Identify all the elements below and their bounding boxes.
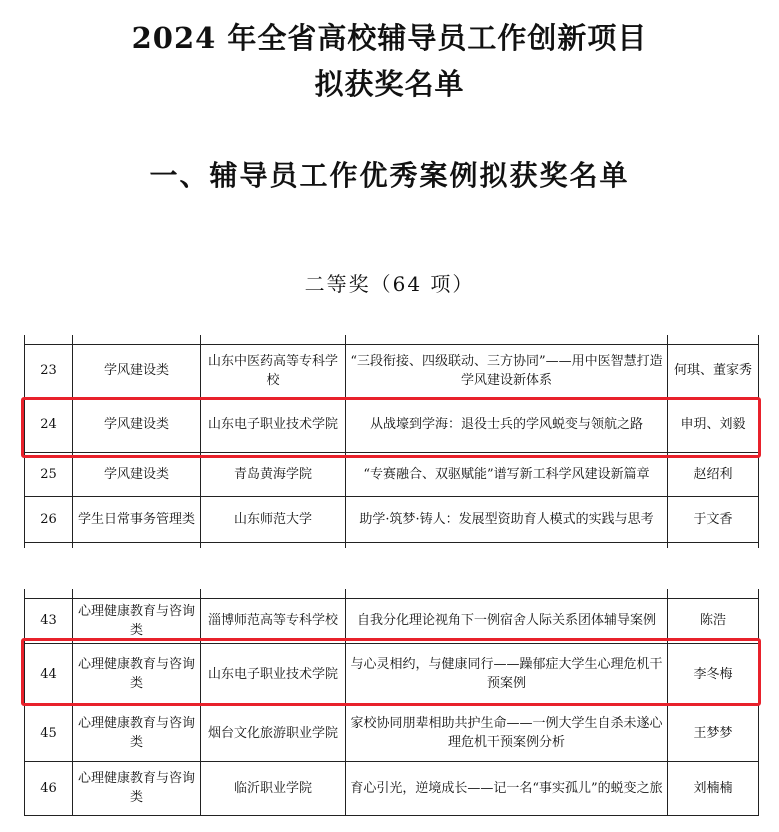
table-row: [25, 598, 759, 643]
table-row: [25, 496, 759, 542]
authors-cell: 何琪、董家秀: [668, 344, 759, 397]
document-title-line-2: 拟获奖名单: [314, 67, 465, 101]
school-cell: 山东中医药高等专科学校: [201, 344, 346, 397]
authors-cell: 李冬梅: [668, 643, 759, 705]
table-row-highlighted: [25, 643, 759, 705]
row-number: 26: [25, 496, 73, 542]
category-cell: 心理健康教育与咨询类: [73, 643, 201, 705]
row-number: 25: [25, 452, 73, 496]
row-number: 44: [25, 643, 73, 705]
project-title-cell: “三段衔接、四级联动、三方协同”——用中医智慧打造学风建设新体系: [346, 344, 668, 397]
authors-cell: 于文香: [668, 496, 759, 542]
table-row-highlighted: [25, 397, 759, 452]
project-title-cell: 家校协同朋辈相助共护生命——一例大学生自杀未遂心理危机干预案例分析: [346, 705, 668, 761]
table-cut-edge-top: [25, 335, 759, 344]
school-cell: 淄博师范高等专科学校: [201, 598, 346, 643]
row-number: 43: [25, 598, 73, 643]
table-cut-edge-top: [25, 589, 759, 598]
table-row: [25, 761, 759, 815]
school-cell: 烟台文化旅游职业学院: [201, 705, 346, 761]
category-cell: 心理健康教育与咨询类: [73, 761, 201, 815]
row-number: 24: [25, 397, 73, 452]
category-cell: 心理健康教育与咨询类: [73, 598, 201, 643]
authors-cell: 申玥、刘毅: [668, 397, 759, 452]
document-title-line-1: 2024 年全省高校辅导员工作创新项目: [131, 21, 648, 55]
table-cut-edge-bottom: [25, 542, 759, 548]
row-number: 23: [25, 344, 73, 397]
award-table-excerpt-1: [24, 335, 759, 548]
row-number: 46: [25, 761, 73, 815]
category-cell: 学风建设类: [73, 452, 201, 496]
school-cell: 山东电子职业技术学院: [201, 643, 346, 705]
project-title-cell: 与心灵相约，与健康同行——躁郁症大学生心理危机干预案例: [346, 643, 668, 705]
row-number: 45: [25, 705, 73, 761]
school-cell: 山东师范大学: [201, 496, 346, 542]
section-heading: 一、辅导员工作优秀案例拟获奖名单: [149, 159, 630, 192]
project-title-cell: 从战壕到学海：退役士兵的学风蜕变与领航之路: [346, 397, 668, 452]
school-cell: 山东电子职业技术学院: [201, 397, 346, 452]
table-row: [25, 705, 759, 761]
award-level-heading: 二等奖（64 项）: [304, 272, 475, 296]
category-cell: 学生日常事务管理类: [73, 496, 201, 542]
category-cell: 学风建设类: [73, 344, 201, 397]
project-title-cell: 自我分化理论视角下一例宿舍人际关系团体辅导案例: [346, 598, 668, 643]
authors-cell: 王梦梦: [668, 705, 759, 761]
school-cell: 临沂职业学院: [201, 761, 346, 815]
authors-cell: 刘楠楠: [668, 761, 759, 815]
award-table-excerpt-2: [24, 589, 759, 816]
table-row: [25, 344, 759, 397]
table-row: [25, 452, 759, 496]
authors-cell: 赵绍利: [668, 452, 759, 496]
project-title-cell: “专赛融合、双驱赋能”谱写新工科学风建设新篇章: [346, 452, 668, 496]
school-cell: 青岛黄海学院: [201, 452, 346, 496]
project-title-cell: 育心引光，逆境成长——记一名“事实孤儿”的蜕变之旅: [346, 761, 668, 815]
authors-cell: 陈浩: [668, 598, 759, 643]
category-cell: 学风建设类: [73, 397, 201, 452]
category-cell: 心理健康教育与咨询类: [73, 705, 201, 761]
project-title-cell: 助学·筑梦·铸人：发展型资助育人模式的实践与思考: [346, 496, 668, 542]
